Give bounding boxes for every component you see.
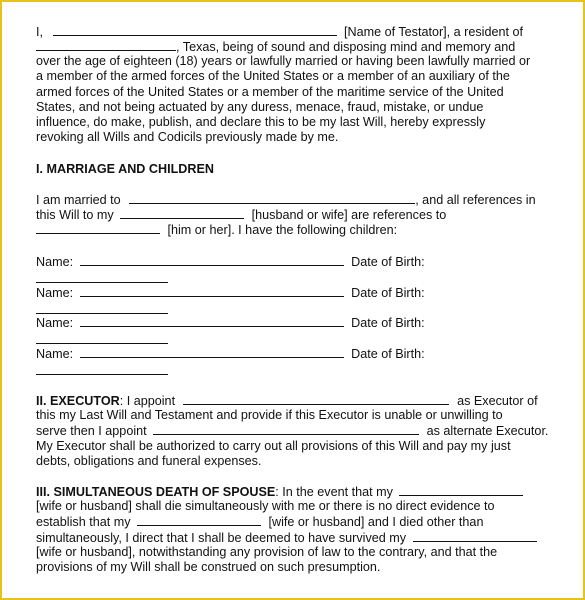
executor-name-field[interactable]: [183, 393, 449, 405]
spouse-alias-field[interactable]: [36, 222, 160, 234]
spouse-text: [wife or husband] and I died other than: [268, 515, 484, 529]
child-name-field[interactable]: [80, 315, 344, 327]
spouse-evidence-field[interactable]: [137, 514, 261, 526]
child-name-label: Name:: [36, 316, 74, 330]
spouse-line-2: [wife or husband] shall die simultaneously with me or there is no direct evidence to: [36, 499, 495, 513]
marriage-line-2: [36, 207, 446, 223]
child-dob-label: Date of Birth:: [351, 316, 425, 330]
section-heading-executor: II. EXECUTOR: [36, 394, 120, 408]
spouse-text: establish that my: [36, 515, 131, 529]
child-row-1: [36, 254, 425, 270]
child-dob-field[interactable]: [36, 374, 168, 375]
child-dob-label: Date of Birth:: [351, 286, 425, 300]
executor-line-1: [36, 393, 538, 409]
child-name-label: Name:: [36, 347, 74, 361]
child-name-field[interactable]: [80, 346, 344, 358]
marriage-line-3: [36, 222, 397, 238]
spouse-survivor-field[interactable]: [413, 530, 537, 542]
child-name-field[interactable]: [80, 285, 344, 297]
marriage-text: I am married to: [36, 193, 121, 207]
executor-text: : I appoint: [119, 394, 176, 408]
intro-line-6: States, and not being actuated by any duress, menace, fraud, mistake, or undue: [36, 100, 484, 114]
spouse-line-5: [wife or husband], notwithstanding any provision of law to the contrary, and that the: [36, 545, 498, 559]
testator-name-field[interactable]: [53, 24, 337, 36]
intro-text: , Texas, being of sound and disposing mind and memory and: [176, 40, 516, 54]
spouse-title-field[interactable]: [399, 484, 523, 496]
child-name-label: Name:: [36, 286, 74, 300]
intro-text: [Name of Testator], a resident of: [344, 25, 523, 39]
executor-text: as alternate Executor.: [426, 424, 549, 438]
alternate-executor-field[interactable]: [153, 423, 419, 435]
executor-line-2: this my Last Will and Testament and provide if this Executor is unable or unwilling to: [36, 408, 503, 422]
child-row-2: [36, 285, 425, 301]
spouse-reference-field[interactable]: [120, 207, 244, 219]
marriage-text: [him or her]. I have the following children:: [167, 223, 398, 237]
executor-line-5: debts, obligations and funeral expenses.: [36, 454, 262, 468]
spouse-name-field[interactable]: [129, 192, 415, 204]
spouse-line-3: [36, 514, 483, 530]
intro-line-2: [36, 39, 515, 55]
county-field[interactable]: [36, 39, 176, 51]
executor-line-4: My Executor shall be authorized to carry out all provisions of this Will and pay my just: [36, 439, 511, 453]
intro-line-4: a member of the armed forces of the United States or a member of an auxiliary of the: [36, 69, 510, 83]
marriage-text: [husband or wife] are references to: [251, 208, 447, 222]
section-heading-simultaneous-death: III. SIMULTANEOUS DEATH OF SPOUSE: [36, 485, 276, 499]
intro-line-8: revoking all Wills and Codicils previously made by me.: [36, 130, 339, 144]
child-dob-field[interactable]: [36, 282, 168, 283]
child-name-label: Name:: [36, 255, 74, 269]
intro-line-3: over the age of eighteen (18) years or lawfully married or having been lawfully married or: [36, 54, 531, 68]
marriage-text: , and all references in: [415, 193, 536, 207]
executor-text: serve then I appoint: [36, 424, 147, 438]
child-row-3: [36, 315, 425, 331]
spouse-line-6: provisions of my Will shall be construed on such presumption.: [36, 560, 381, 574]
spouse-text: : In the event that my: [275, 485, 393, 499]
spouse-line-1: [36, 484, 523, 500]
marriage-text: this Will to my: [36, 208, 114, 222]
child-dob-label: Date of Birth:: [351, 255, 425, 269]
child-dob-label: Date of Birth:: [351, 347, 425, 361]
child-name-field[interactable]: [80, 254, 344, 266]
intro-text: I,: [36, 25, 43, 39]
child-row-4: [36, 346, 425, 362]
child-dob-field[interactable]: [36, 343, 168, 344]
spouse-text: simultaneously, I direct that I shall be deemed to have survived my: [36, 531, 407, 545]
intro-line-1: [36, 24, 523, 40]
section-heading-marriage: I. MARRIAGE AND CHILDREN: [36, 162, 214, 176]
executor-text: as Executor of: [457, 394, 538, 408]
child-dob-field[interactable]: [36, 313, 168, 314]
spouse-line-4: [36, 530, 537, 546]
executor-line-3: [36, 423, 548, 439]
intro-line-5: armed forces of the United States or a member of the maritime service of the United: [36, 85, 504, 99]
intro-line-7: influence, do make, publish, and declare this to be my last Will, hereby expressly: [36, 115, 486, 129]
marriage-line-1: [36, 192, 536, 208]
